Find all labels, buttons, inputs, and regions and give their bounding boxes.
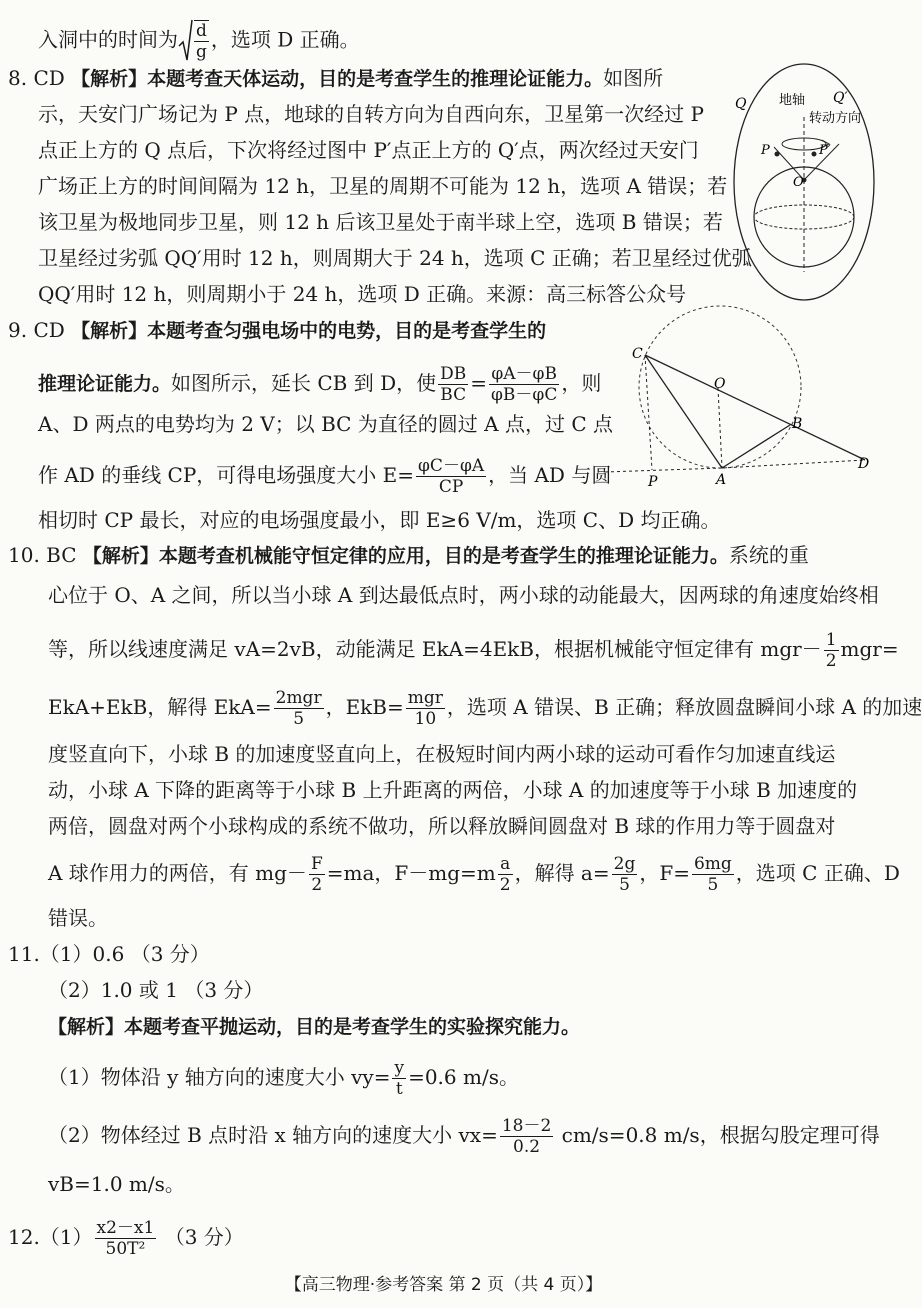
q11-line-6: vB=1.0 m/s。 xyxy=(48,1172,185,1196)
q8-line-1: 8. CD 【解析】本题考查天体运动，目的是考查学生的推理论证能力。如图所 xyxy=(8,66,664,90)
q10-line-1: 10. BC 【解析】本题考查机械能守恒定律的应用，目的是考查学生的推理论证能力。系统的重 xyxy=(8,543,809,567)
q9-line-2: 推理论证能力。如图所示，延长 CB 到 D，使 $\frac{DB}{BC}$ = $\frac{\varphi A-\varphi B}{\varphi B-\varphi C}$ ，则 xyxy=(38,364,602,405)
q8-line-2: 示，天安门广场记为 P 点，地球的自转方向为自西向东，卫星第一次经过 P xyxy=(38,102,704,126)
q10-line-8: A 球作用力的两倍，有 mg－ $\frac{F}{2}$ =ma，F－mg=m $\frac{a}{2}$ ，解得 a= $\frac{2g}{5}$ ，F= $\frac{6mg}{5}$ ，选项 C 正确、D xyxy=(48,854,900,895)
q10-line-4: EkA+EkB，解得 EkA= $\frac{\text{2mgr}}{5}$ ，EkB= $\frac{\text{mgr}}{10}$ ，选项 A 错误、B 正确；释放圆盘瞬间小球 A 的加速 xyxy=(48,688,922,729)
q11-line-3: 【解析】本题考查平抛运动，目的是考查学生的实验探究能力。 xyxy=(48,1016,581,1038)
label-d: D xyxy=(858,456,870,472)
q8-line-4: 广场正上方的时间间隔为 12 h，卫星的周期不可能为 12 h，选项 A 错误；若 xyxy=(38,174,728,198)
q10-line-2: 心位于 O、A 之间，所以当小球 A 到达最低点时，两小球的动能最大，因两球的角速度始终相 xyxy=(48,583,879,607)
electric-field-figure xyxy=(600,310,880,490)
label-q-prime: Q′ xyxy=(833,90,848,106)
q10-line-9: 错误。 xyxy=(48,906,108,930)
q9-line-4: 作 AD 的垂线 CP，可得电场强度大小 E= $\frac{\varphi C-\varphi A}{CP}$ ，当 AD 与圆 xyxy=(38,456,612,497)
label-o: O xyxy=(793,175,804,190)
label-o: O xyxy=(714,376,726,392)
label-rotation: 转动方向 xyxy=(809,111,862,126)
q10-line-3: 等，所以线速度满足 vA=2vB，动能满足 EkA=4EkB，根据机械能守恒定律有 mgr－ $\frac{1}{2}$ mgr= xyxy=(48,630,899,671)
q11-line-2: （2）1.0 或 1 （3 分） xyxy=(48,978,264,1002)
q8-line-7: QQ′用时 12 h，则周期小于 24 h，选项 D 正确。来源：高三标答公众号 xyxy=(38,282,687,306)
label-a: A xyxy=(716,472,727,488)
sqrt-expression: $\frac{d}{g}$ xyxy=(178,18,211,64)
label-p-prime: P′ xyxy=(819,143,831,158)
q12-line-1: 12.（1） $\frac{x2-x1}{\text{50T²}}$ （3 分） xyxy=(8,1218,244,1259)
q8-line-6: 卫星经过劣弧 QQ′用时 12 h，则周期大于 24 h，选项 C 正确；若卫星经过优弧 xyxy=(38,246,752,270)
label-axis: 地轴 xyxy=(779,93,806,108)
label-c: C xyxy=(632,346,643,362)
text-line: 入洞中的时间为 $\frac{d}{g}$ ，选项 D 正确。 xyxy=(38,18,360,64)
q11-line-5: （2）物体经过 B 点时沿 x 轴方向的速度大小 vx= $\frac{18-2}{0.2}$ cm/s=0.8 m/s，根据勾股定理可得 xyxy=(48,1116,880,1157)
q8-line-3: 点正上方的 Q 点后，下次将经过图中 P′点正上方的 Q′点，两次经过天安门 xyxy=(38,138,699,162)
label-p: P xyxy=(761,143,770,158)
label-b: B xyxy=(792,416,803,432)
q9-line-1: 9. CD 【解析】本题考查匀强电场中的电势，目的是考查学生的 xyxy=(8,318,547,342)
q11-line-4: （1）物体沿 y 轴方向的速度大小 vy= $\frac{y}{t}$ =0.6 m/s。 xyxy=(48,1058,519,1099)
label-p: P xyxy=(648,474,658,490)
label-q: Q xyxy=(735,96,747,112)
q9-line-3: A、D 两点的电势均为 2 V；以 BC 为直径的圆过 A 点，过 C 点 xyxy=(38,412,613,436)
earth-satellite-figure xyxy=(729,62,879,302)
page-footer: 【高三物理·参考答案 第 2 页（共 4 页）】 xyxy=(284,1275,603,1295)
q9-line-5: 相切时 CP 最长，对应的电场强度最小，即 E≥6 V/m，选项 C、D 均正确。 xyxy=(38,508,721,532)
q10-line-5: 度竖直向下，小球 B 的加速度竖直向上，在极短时间内两小球的运动可看作匀加速直线运 xyxy=(48,742,836,766)
q11-line-1: 11.（1）0.6 （3 分） xyxy=(8,942,210,966)
q8-line-5: 该卫星为极地同步卫星，则 12 h 后该卫星处于南半球上空，选项 B 错误；若 xyxy=(38,210,723,234)
q10-line-7: 两倍，圆盘对两个小球构成的系统不做功，所以释放瞬间圆盘对 B 球的作用力等于圆盘对 xyxy=(48,814,836,838)
q10-line-6: 动，小球 A 下降的距离等于小球 B 上升距离的两倍，小球 A 的加速度等于小球 B 加速度的 xyxy=(48,778,858,802)
